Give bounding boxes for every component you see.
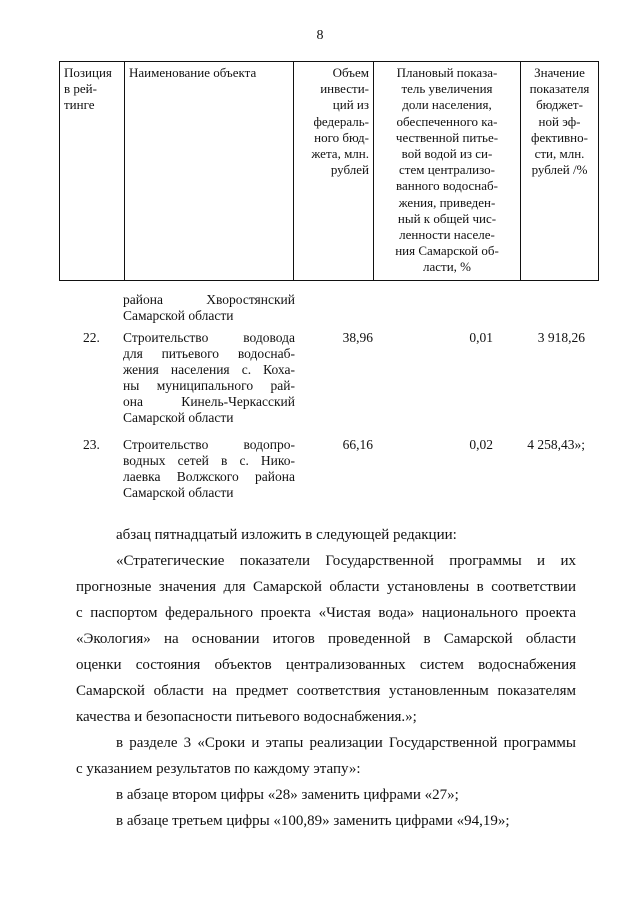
object-name-line: для питьевого водоснаб- <box>123 346 295 361</box>
object-name-line: Строительство водопро- <box>123 437 295 452</box>
header-line: чественной питье- <box>395 129 499 145</box>
row-efficiency: 4 258,43»; <box>527 437 585 452</box>
paragraph-replace-100-89: в абзаце третьем цифры «100,89» заменить цифрами «94,19»; <box>116 813 510 829</box>
row-object-name <box>123 437 295 501</box>
header-line: рублей /% <box>531 162 588 178</box>
paragraph-line: с паспортом федерального проекта «Чистая вода» национального проекта <box>76 605 576 621</box>
header-line: доли населения, <box>402 97 492 113</box>
header-line: ленности населе- <box>399 227 495 243</box>
paragraph-line: качества и безопасности питьевого водоснабжения.»; <box>76 709 417 725</box>
table-header <box>59 61 599 281</box>
header-line: бюджет- <box>536 97 583 113</box>
page-number: 8 <box>316 28 324 43</box>
paragraph-section-3 <box>76 730 576 782</box>
header-line: тинге <box>64 97 95 113</box>
object-name-line: лаевка Волжского района <box>123 469 295 484</box>
header-line: ния Самарской об- <box>395 243 499 259</box>
header-line: жета, млн. <box>311 146 369 162</box>
header-line: ный к общей чис- <box>397 210 497 226</box>
header-line: в рей- <box>64 81 97 97</box>
header-object-name <box>125 62 294 281</box>
object-name-line: ны муниципального рай- <box>123 378 295 393</box>
header-line: рублей <box>330 162 369 178</box>
paragraph-abzac-15: абзац пятнадцатый изложить в следующей редакции: <box>116 527 457 543</box>
body-text <box>76 522 576 834</box>
header-line: ванного водоснаб- <box>396 178 498 194</box>
header-line: тель увеличения <box>401 81 493 97</box>
header-line: жения, приведен- <box>398 194 496 210</box>
paragraph-line: оценки состояния объектов централизованных систем водоснабжения <box>76 657 576 673</box>
header-line: Объем <box>332 65 369 80</box>
continuation-line: района Хворостянский <box>123 292 295 307</box>
header-line: показателя <box>529 81 590 97</box>
header-line: ной эф- <box>538 113 581 129</box>
object-name-line: она Кинель-Черкасский <box>123 394 295 409</box>
row-object-name <box>123 330 295 426</box>
row-investment: 38,96 <box>342 330 373 345</box>
paragraph-strategic-indicators <box>76 548 576 730</box>
header-line: фективно- <box>531 129 588 145</box>
paragraph-line: Самарской области на предмет соответствия установленным показателям <box>76 683 576 699</box>
row-position: 22. <box>83 330 100 345</box>
object-name-line: Самарской области <box>123 485 234 500</box>
header-line: сти, млн. <box>534 146 585 162</box>
header-line: Позиция <box>64 65 112 80</box>
header-position <box>60 62 125 281</box>
header-line: ций из <box>332 97 369 113</box>
header-line: ласти, % <box>423 259 471 275</box>
header-line: стем централизо- <box>399 162 495 178</box>
continuation-line: Самарской области <box>123 308 234 323</box>
header-line: ного бюд- <box>314 129 369 145</box>
row-position: 23. <box>83 437 100 452</box>
header-line: вой водой из си- <box>401 146 493 162</box>
header-line: Наименование объекта <box>129 65 257 80</box>
object-name-line: Строительство водовода <box>123 330 295 345</box>
header-indicator <box>374 62 521 281</box>
header-efficiency <box>521 62 599 281</box>
paragraph-line: «Стратегические показатели Государственной программы и их <box>116 553 576 569</box>
paragraph-line: с указанием результатов по каждому этапу»: <box>76 761 361 777</box>
paragraph-line: в разделе 3 «Сроки и этапы реализации Государственной программы <box>116 735 576 751</box>
header-line: Плановый показа- <box>396 65 498 80</box>
row-investment: 66,16 <box>342 437 373 452</box>
object-name-line: водных сетей в с. Нико- <box>123 453 295 468</box>
object-name-line: Самарской области <box>123 410 234 425</box>
header-investment <box>294 62 374 281</box>
row-indicator: 0,01 <box>469 330 493 345</box>
header-line: федераль- <box>313 113 369 129</box>
header-line: Значение <box>534 65 585 80</box>
object-name-line: жения населения с. Коха- <box>123 362 295 377</box>
header-line: инвести- <box>320 81 369 97</box>
paragraph-line: «Экология» на основании итогов проведенной в Самарской области <box>76 631 576 647</box>
row-indicator: 0,02 <box>469 437 493 452</box>
paragraph-replace-28: в абзаце втором цифры «28» заменить цифрами «27»; <box>116 787 459 803</box>
header-line: обеспеченного ка- <box>396 113 498 129</box>
paragraph-line: прогнозные значения для Самарской области установлены в соответствии <box>76 579 576 595</box>
row-efficiency: 3 918,26 <box>537 330 585 345</box>
